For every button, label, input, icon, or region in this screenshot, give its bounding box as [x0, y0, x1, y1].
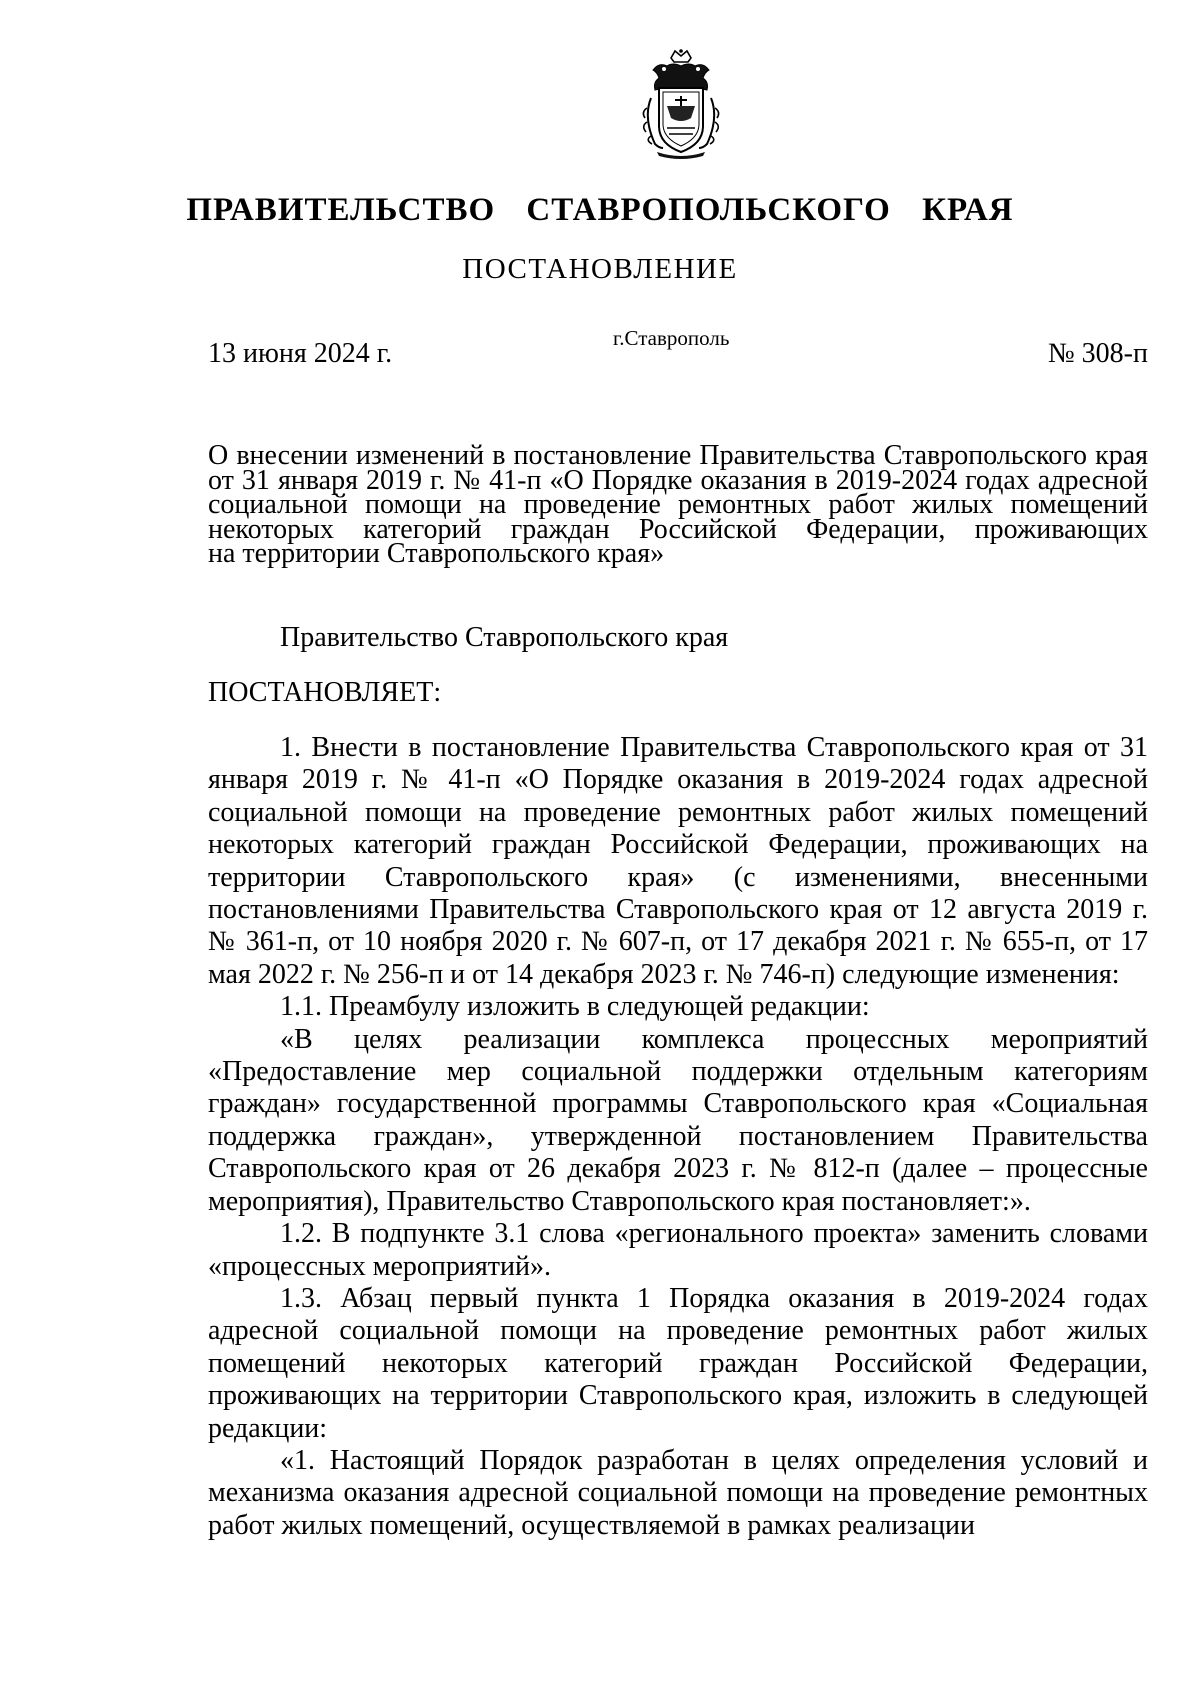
paragraph: 1.1. Преамбулу изложить в следующей редакции: — [280, 991, 870, 1023]
subject-line: О внесении изменений в постановление Правительства Ставропольского края — [208, 440, 1148, 471]
paragraph: «1. Настоящий Порядок разработан в целях определения условий и механизма оказания адресной социальной помощи на проведение ремонтных работ жилых помещений, осуществляемой в рамках реализации — [208, 1444, 1148, 1541]
paragraph: «В целях реализации комплекса процессных мероприятий «Предоставление мер социальной поддержки отдельным категориям граждан» государственной программы Ставропольского края «Социальная поддержка граждан», утвержденной постановлением Правительства Ставропольского края от 26 декабря 2023 г. № 812-п (далее – процессные мероприятия), Правительство Ставропольского края постановляет:». — [208, 1023, 1148, 1217]
subject-line: на территории Ставропольского края» — [208, 538, 665, 569]
document-subject — [208, 440, 1148, 569]
subject-line: социальной помощи на проведение ремонтных работ жилых помещений — [208, 489, 1148, 520]
document-number: № 308-п — [1047, 338, 1148, 369]
document-body — [208, 732, 1148, 1542]
paragraph: 1.2. В подпункте 3.1 слова «регионального проекта» заменить словами «процессных мероприятий». — [208, 1218, 1148, 1282]
paragraph: 1. Внести в постановление Правительства Ставропольского края от 31 января 2019 г. № 41-п «О Порядке оказания в 2019-2024 годах адресной социальной помощи на проведение ремонтных работ жилых помещений некоторых категорий граждан Российской Федерации, проживающих на территории Ставропольского края» (с изменениями, внесенными постановлениями Правительства Ставропольского края от 12 августа 2019 г. № 361-п, от 10 ноября 2020 г. № 607-п, от 17 декабря 2021 г. № 655-п, от 17 мая 2022 г. № 256-п и от 14 декабря 2023 г. № 746-п) следующие изменения: — [208, 732, 1148, 990]
subject-line: от 31 января 2019 г. № 41-п «О Порядке оказания в 2019-2024 годах адресной — [208, 464, 1148, 496]
government-intro: Правительство Ставропольского края — [280, 622, 729, 653]
decree-word: ПОСТАНОВЛЯЕТ: — [208, 677, 442, 708]
paragraph: 1.3. Абзац первый пункта 1 Порядка оказания в 2019-2024 годах адресной социальной помощи на проведение ремонтных работ жилых помещений некоторых категорий граждан Российской Федерации, проживающих на территории Ставропольского края, изложить в следующей редакции: — [208, 1282, 1148, 1444]
document-city: г.Ставрополь — [613, 326, 730, 350]
document-type: ПОСТАНОВЛЕНИЕ — [462, 253, 738, 285]
document-date: 13 июня 2024 г. — [208, 338, 393, 369]
coat-of-arms-icon — [633, 48, 729, 160]
subject-line: некоторых категорий граждан Российской Федерации, проживающих — [208, 513, 1148, 545]
government-title: ПРАВИТЕЛЬСТВО СТАВРОПОЛЬСКОГО КРАЯ — [186, 192, 1014, 228]
